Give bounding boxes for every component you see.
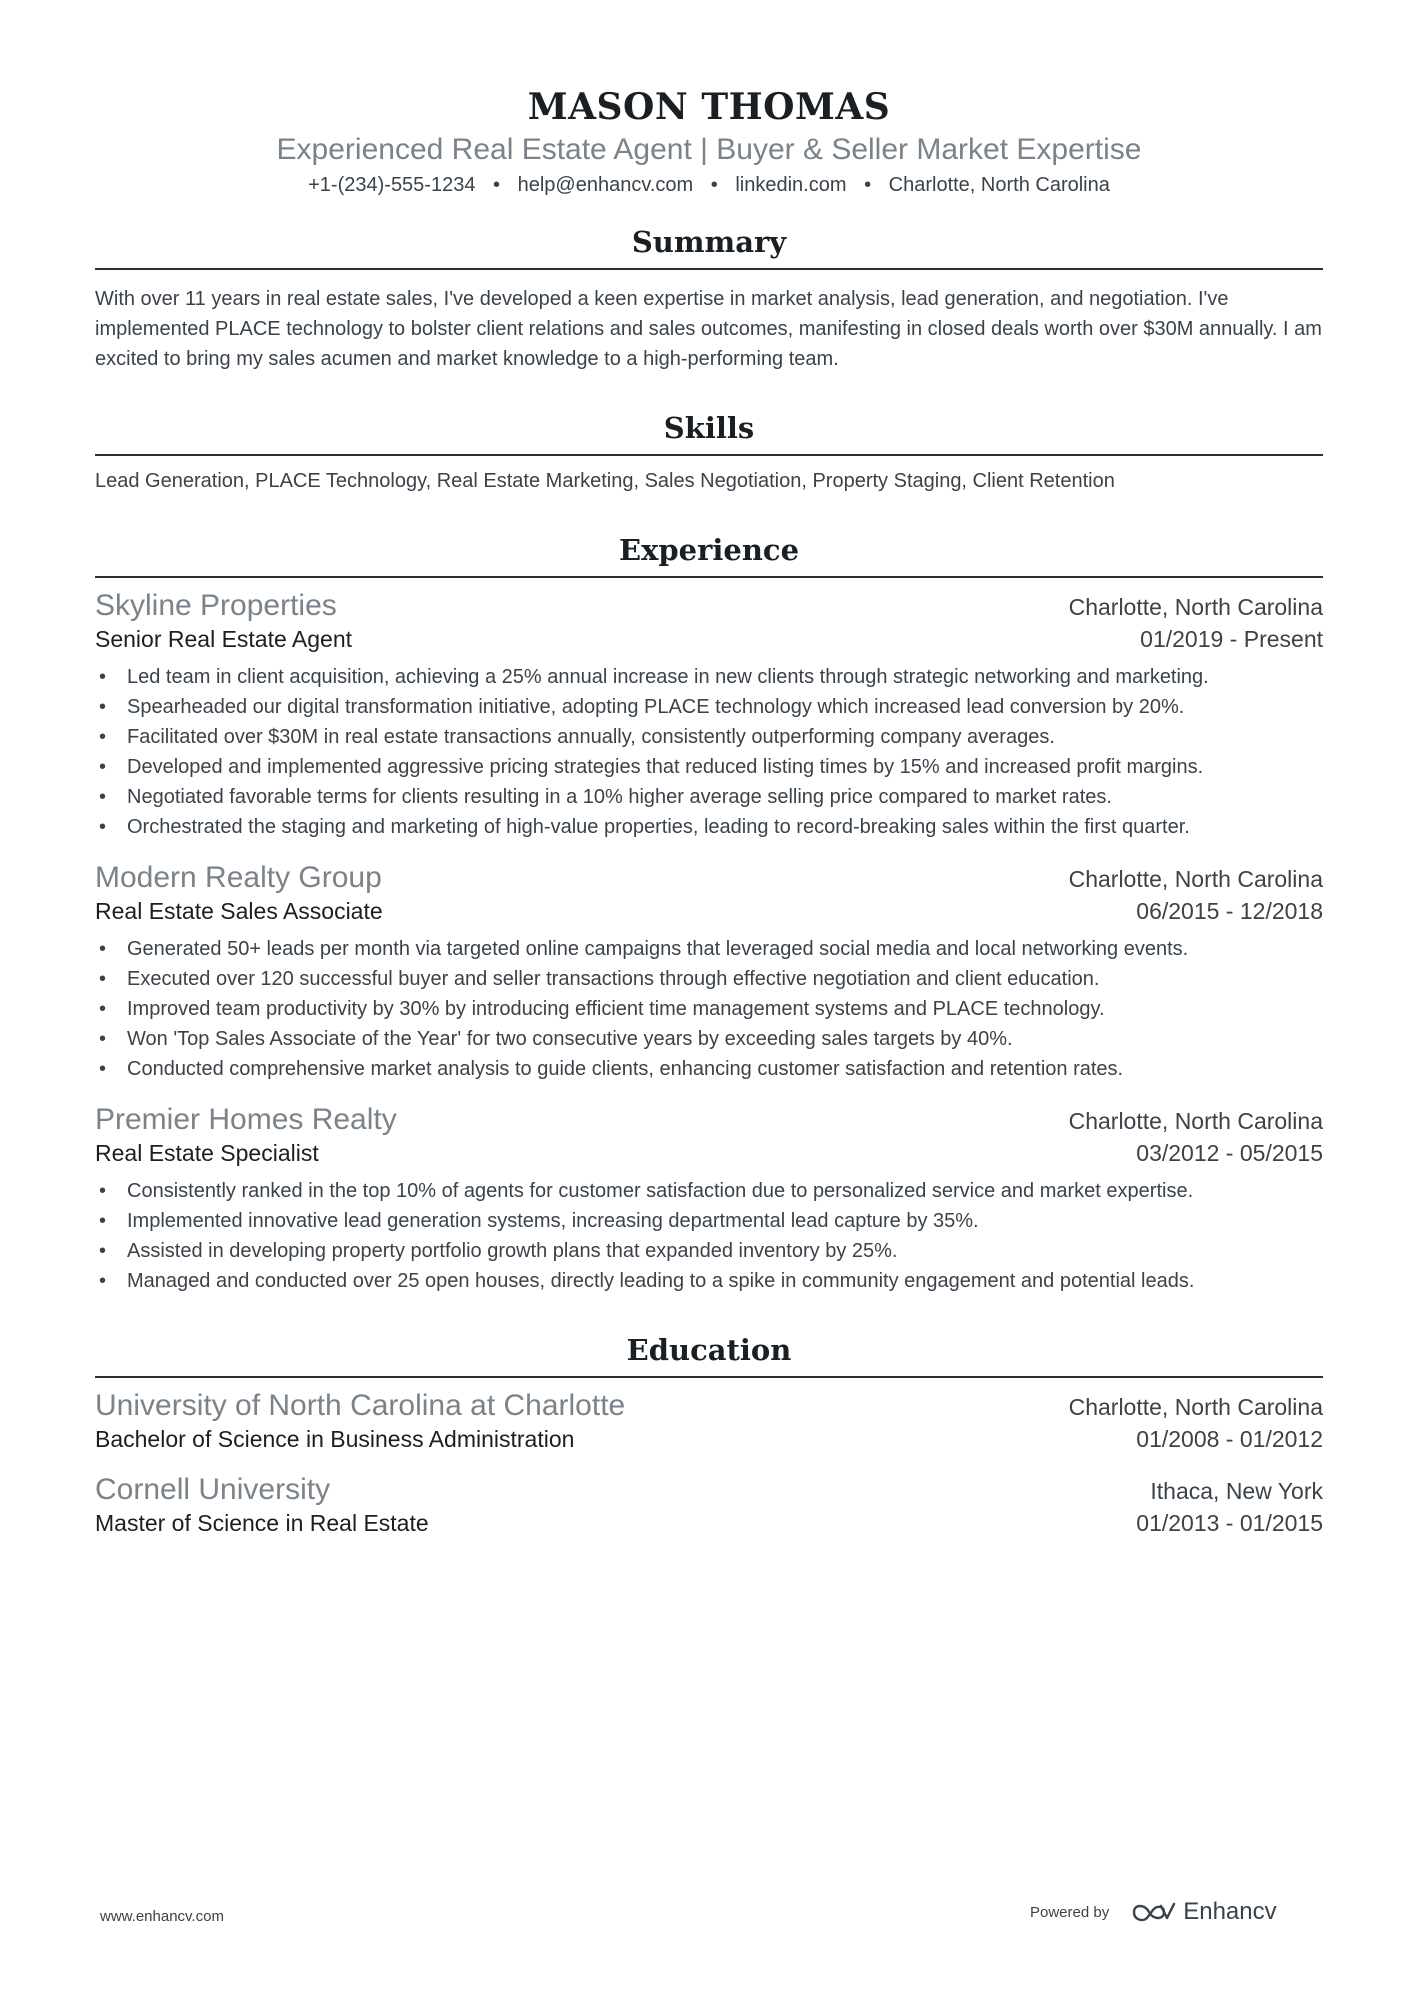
bullet-icon: • [99,968,107,990]
experience-entry [95,860,1323,1084]
contact-line [95,172,1323,198]
company-name: Premier Homes Realty [95,1103,397,1136]
achievement-item [95,1176,1323,1206]
section-divider [95,268,1323,270]
skills-text: Lead Generation, PLACE Technology, Real Estate Marketing, Sales Negotiation, Property Staging, Client Retention [95,470,1115,492]
achievement-item [95,964,1323,994]
achievement-item [95,1236,1323,1266]
achievement-text: Negotiated favorable terms for clients resulting in a 10% higher average selling price compared to market rates. [127,786,1112,808]
experience-section [95,532,1323,1296]
footer-website-link[interactable]: www.enhancv.com [100,1908,224,1925]
experience-entry [95,1102,1323,1296]
resume-header [95,0,1323,198]
section-divider [95,576,1323,578]
bullet-icon: • [99,1240,107,1262]
achievement-text: Assisted in developing property portfolio growth plans that expanded inventory by 25%. [127,1240,898,1262]
bullet-icon: • [99,938,107,960]
bullet-icon: • [99,1180,107,1202]
section-divider [95,1376,1323,1378]
separator-dot: • [864,174,872,196]
bullet-icon: • [99,1270,107,1292]
education-dates: 01/2008 - 01/2012 [1136,1426,1323,1452]
school-name: University of North Carolina at Charlotte [95,1389,626,1422]
achievement-text: Improved team productivity by 30% by introducing efficient time management systems and PLACE technology. [127,998,1105,1020]
school-name: Cornell University [95,1473,331,1506]
company-name: Skyline Properties [95,589,337,622]
powered-by-text: Powered by [1030,1903,1110,1921]
job-location: Charlotte, North Carolina [1068,1108,1323,1134]
achievement-item [95,692,1323,722]
achievement-item [95,1206,1323,1236]
candidate-headline: Experienced Real Estate Agent | Buyer & Seller Market Expertise [276,133,1142,166]
bullet-icon: • [99,1058,107,1080]
linkedin-link[interactable]: linkedin.com [735,174,847,196]
achievement-text: Led team in client acquisition, achieving a 25% annual increase in new clients through strategic networking and marketing. [127,666,1209,688]
job-title: Senior Real Estate Agent [95,626,352,652]
education-entry [95,1388,1323,1454]
section-divider [95,454,1323,456]
achievement-text: Conducted comprehensive market analysis to guide clients, enhancing customer satisfaction and retention rates. [127,1058,1124,1080]
job-location: Charlotte, North Carolina [1068,866,1323,892]
experience-entry [95,588,1323,842]
achievement-item [95,994,1323,1024]
bullet-icon: • [99,1210,107,1232]
achievement-item [95,934,1323,964]
footer-branding [1030,1898,1277,1926]
phone-text: +1-(234)-555-1234 [308,174,476,196]
achievement-item [95,1266,1323,1296]
candidate-name: MASON THOMAS [527,86,891,128]
achievement-text: Generated 50+ leads per month via targeted online campaigns that leveraged social media and local networking events. [127,938,1189,960]
achievement-item [95,782,1323,812]
achievement-item [95,812,1323,842]
achievement-item [95,752,1323,782]
email-link[interactable]: help@enhancv.com [517,174,694,196]
degree-title: Master of Science in Real Estate [95,1510,429,1536]
company-name: Modern Realty Group [95,861,382,894]
skills-section [95,410,1323,496]
bullet-icon: • [99,786,107,808]
achievement-list [95,662,1323,842]
achievement-text: Facilitated over $30M in real estate transactions annually, consistently outperforming company averages. [127,726,1055,748]
achievement-list [95,934,1323,1084]
location-text: Charlotte, North Carolina [888,174,1110,196]
separator-dot: • [493,174,501,196]
bullet-icon: • [99,1028,107,1050]
section-title-skills: Skills [663,411,755,445]
bullet-icon: • [99,666,107,688]
school-location: Charlotte, North Carolina [1068,1394,1323,1420]
bullet-icon: • [99,696,107,718]
separator-dot: • [710,174,718,196]
achievement-list [95,1176,1323,1296]
education-section [95,1332,1323,1538]
bullet-icon: • [99,998,107,1020]
achievement-text: Spearheaded our digital transformation initiative, adopting PLACE technology which increased lead conversion by 20%. [127,696,1185,718]
school-location: Ithaca, New York [1150,1478,1323,1504]
enhancv-logo-icon [1131,1900,1177,1924]
resume-page [95,0,1323,1538]
section-title-experience: Experience [618,533,800,567]
achievement-text: Implemented innovative lead generation systems, increasing departmental lead capture by 35%. [127,1210,979,1232]
bullet-icon: • [99,726,107,748]
bullet-icon: • [99,816,107,838]
section-title-summary: Summary [631,225,787,259]
achievement-text: Managed and conducted over 25 open houses, directly leading to a spike in community engagement and potential leads. [127,1270,1195,1292]
section-title-education: Education [626,1333,792,1367]
job-dates: 01/2019 - Present [1140,626,1323,652]
achievement-text: Developed and implemented aggressive pricing strategies that reduced listing times by 15% and increased profit margins. [127,756,1204,778]
bullet-icon: • [99,756,107,778]
degree-title: Bachelor of Science in Business Administration [95,1426,575,1452]
achievement-item [95,662,1323,692]
job-title: Real Estate Specialist [95,1140,319,1166]
enhancv-logo[interactable] [1131,1898,1276,1926]
achievement-item [95,722,1323,752]
achievement-item [95,1054,1323,1084]
education-dates: 01/2013 - 01/2015 [1136,1510,1323,1536]
achievement-text: Won 'Top Sales Associate of the Year' for two consecutive years by exceeding sales targets by 40%. [127,1028,1013,1050]
education-entry [95,1472,1323,1538]
brand-name: Enhancv [1183,1898,1277,1925]
achievement-text: Orchestrated the staging and marketing of high-value properties, leading to record-breaking sales within the first quarter. [127,816,1190,838]
job-dates: 06/2015 - 12/2018 [1136,898,1323,924]
job-dates: 03/2012 - 05/2015 [1136,1140,1323,1166]
job-location: Charlotte, North Carolina [1068,594,1323,620]
achievement-item [95,1024,1323,1054]
summary-section [95,224,1323,374]
achievement-text: Executed over 120 successful buyer and seller transactions through effective negotiation and client education. [127,968,1100,990]
summary-text: With over 11 years in real estate sales, I've developed a keen expertise in market analysis, lead generation, and negotiation. I've implemented PLACE technology to bolster client relations and sales outcomes, manifesting in closed deals worth over $30M annually. I am excited to bring my sales acumen and market knowledge to a high-performing team. [95,288,1322,370]
job-title: Real Estate Sales Associate [95,898,383,924]
achievement-text: Consistently ranked in the top 10% of agents for customer satisfaction due to personalized service and market expertise. [127,1180,1194,1202]
